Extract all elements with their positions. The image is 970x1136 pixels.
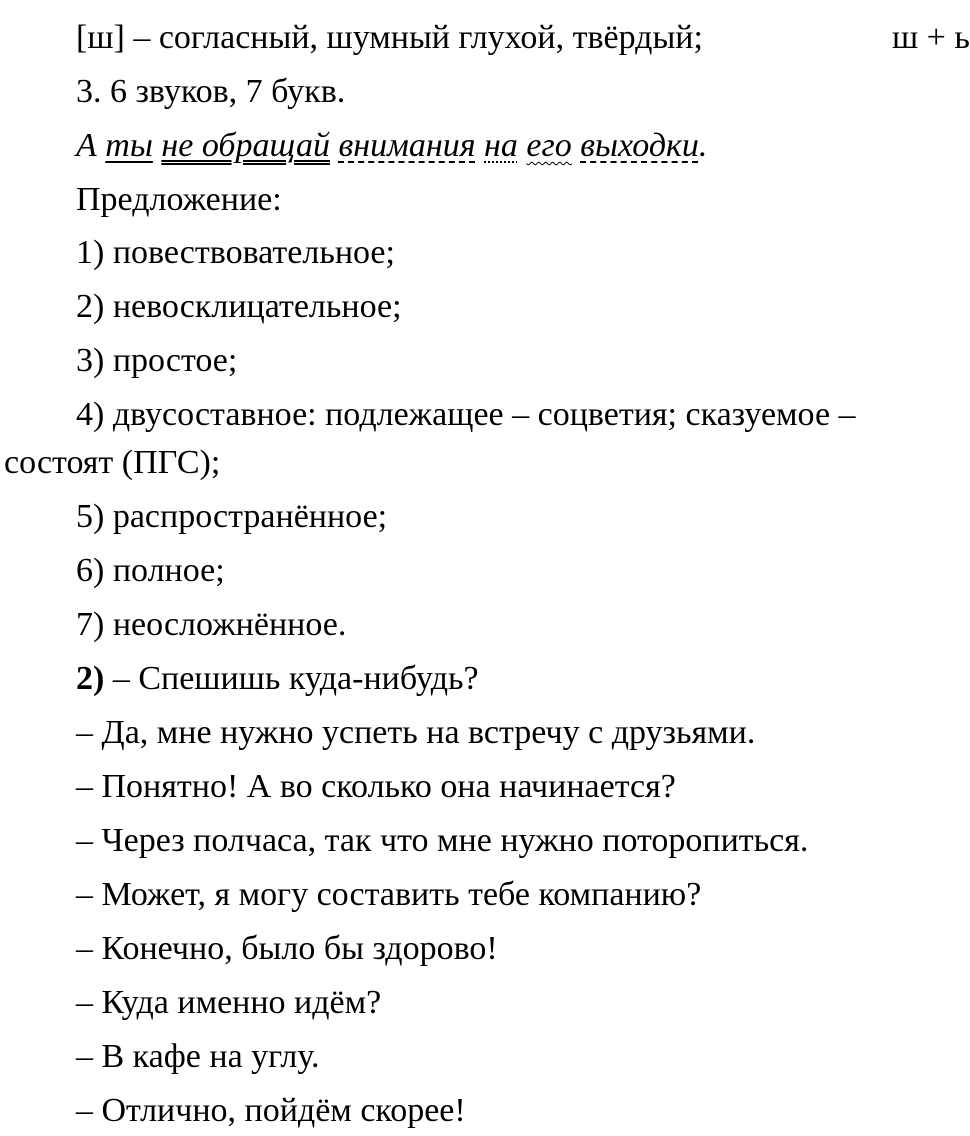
sentence-word-particle: А [76,127,97,164]
sentence-word-preposition: на [484,127,518,164]
parsing-item: 4) двусоставное: подлежащее – соцветия; сказуемое – [76,396,856,433]
dialogue-replica: – Конечно, было бы здорово! [76,930,498,967]
parsing-item: 3) простое; [76,342,238,379]
sound-description-text: [ш] – согласный, шумный глухой, твёрдый; [76,19,703,56]
dialogue-label: 2) [76,660,105,697]
dialogue-replica: – Может, я могу составить тебе компанию? [76,876,702,913]
sound-letter-count: 3. 6 звуков, 7 букв. [76,73,346,110]
sentence-word-object-2: выходки [580,127,699,164]
sentence-word-attribute: его [526,127,572,164]
parsed-sentence [76,126,707,166]
sentence-word-object: внимания [338,127,476,164]
parsing-item: 2) невосклицательное; [76,288,402,325]
letter-formula: ш + ь [892,19,970,56]
dialogue-replica: – Куда именно идём? [76,984,382,1021]
dialogue-replica: – Спешишь куда-нибудь? [104,660,479,697]
sentence-word-predicate: не обращай [161,127,330,164]
parsing-item: 6) полное; [76,552,225,589]
sentence-word-subject: ты [105,127,153,164]
dialogue-replica: – В кафе на углу. [76,1038,320,1075]
dialogue-replica: – Через полчаса, так что мне нужно поторопиться. [76,822,809,859]
dialogue-replica: – Понятно! А во сколько она начинается? [76,768,676,805]
parsing-item: 7) неосложнённое. [76,606,347,643]
parsing-heading: Предложение: [76,181,282,218]
dialogue-replica: – Да, мне нужно успеть на встречу с друзьями. [76,714,756,751]
parsing-item: 5) распространённое; [76,498,388,535]
sound-description-line [76,18,970,58]
parsing-item-continuation: состоят (ПГС); [4,444,221,481]
dialogue-replica: – Отлично, пойдём скорее! [76,1092,466,1129]
dialogue-first-line [76,659,479,699]
sentence-end-punctuation: . [698,127,708,164]
parsing-item: 1) повествовательное; [76,234,395,271]
